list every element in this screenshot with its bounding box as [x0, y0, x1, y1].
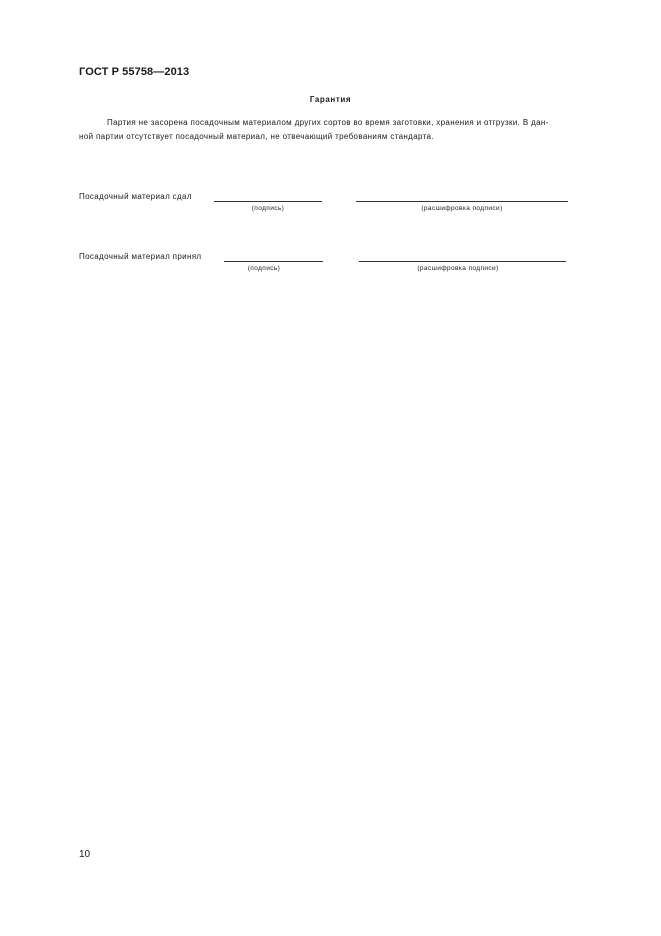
received-transcript-line	[359, 261, 566, 262]
received-label: Посадочный материал принял	[79, 252, 202, 261]
guarantee-paragraph	[79, 116, 614, 144]
page-number: 10	[79, 849, 91, 860]
handed-over-signature-caption: (подпись)	[251, 205, 285, 212]
received-signature-line	[224, 261, 323, 262]
signature-row-received	[0, 252, 661, 282]
paragraph-line: ной партии отсутствует посадочный материал, не отвечающий требованиям стандарта.	[79, 132, 434, 141]
handed-over-signature-line	[214, 201, 322, 202]
signature-row-handed-over	[0, 192, 661, 222]
received-transcript-caption: (расшифровка подписи)	[417, 265, 499, 272]
paragraph-line: Партия не засорена посадочным материалом других сортов во время заготовки, хранения и отгрузки. В дан-	[107, 118, 549, 127]
received-signature-caption: (подпись)	[247, 265, 281, 272]
handed-over-transcript-line	[356, 201, 568, 202]
handed-over-transcript-caption: (расшифровка подписи)	[421, 205, 503, 212]
standard-header: ГОСТ Р 55758—2013	[79, 66, 190, 78]
handed-over-label: Посадочный материал сдал	[79, 192, 192, 201]
section-title: Гарантия	[309, 95, 352, 104]
